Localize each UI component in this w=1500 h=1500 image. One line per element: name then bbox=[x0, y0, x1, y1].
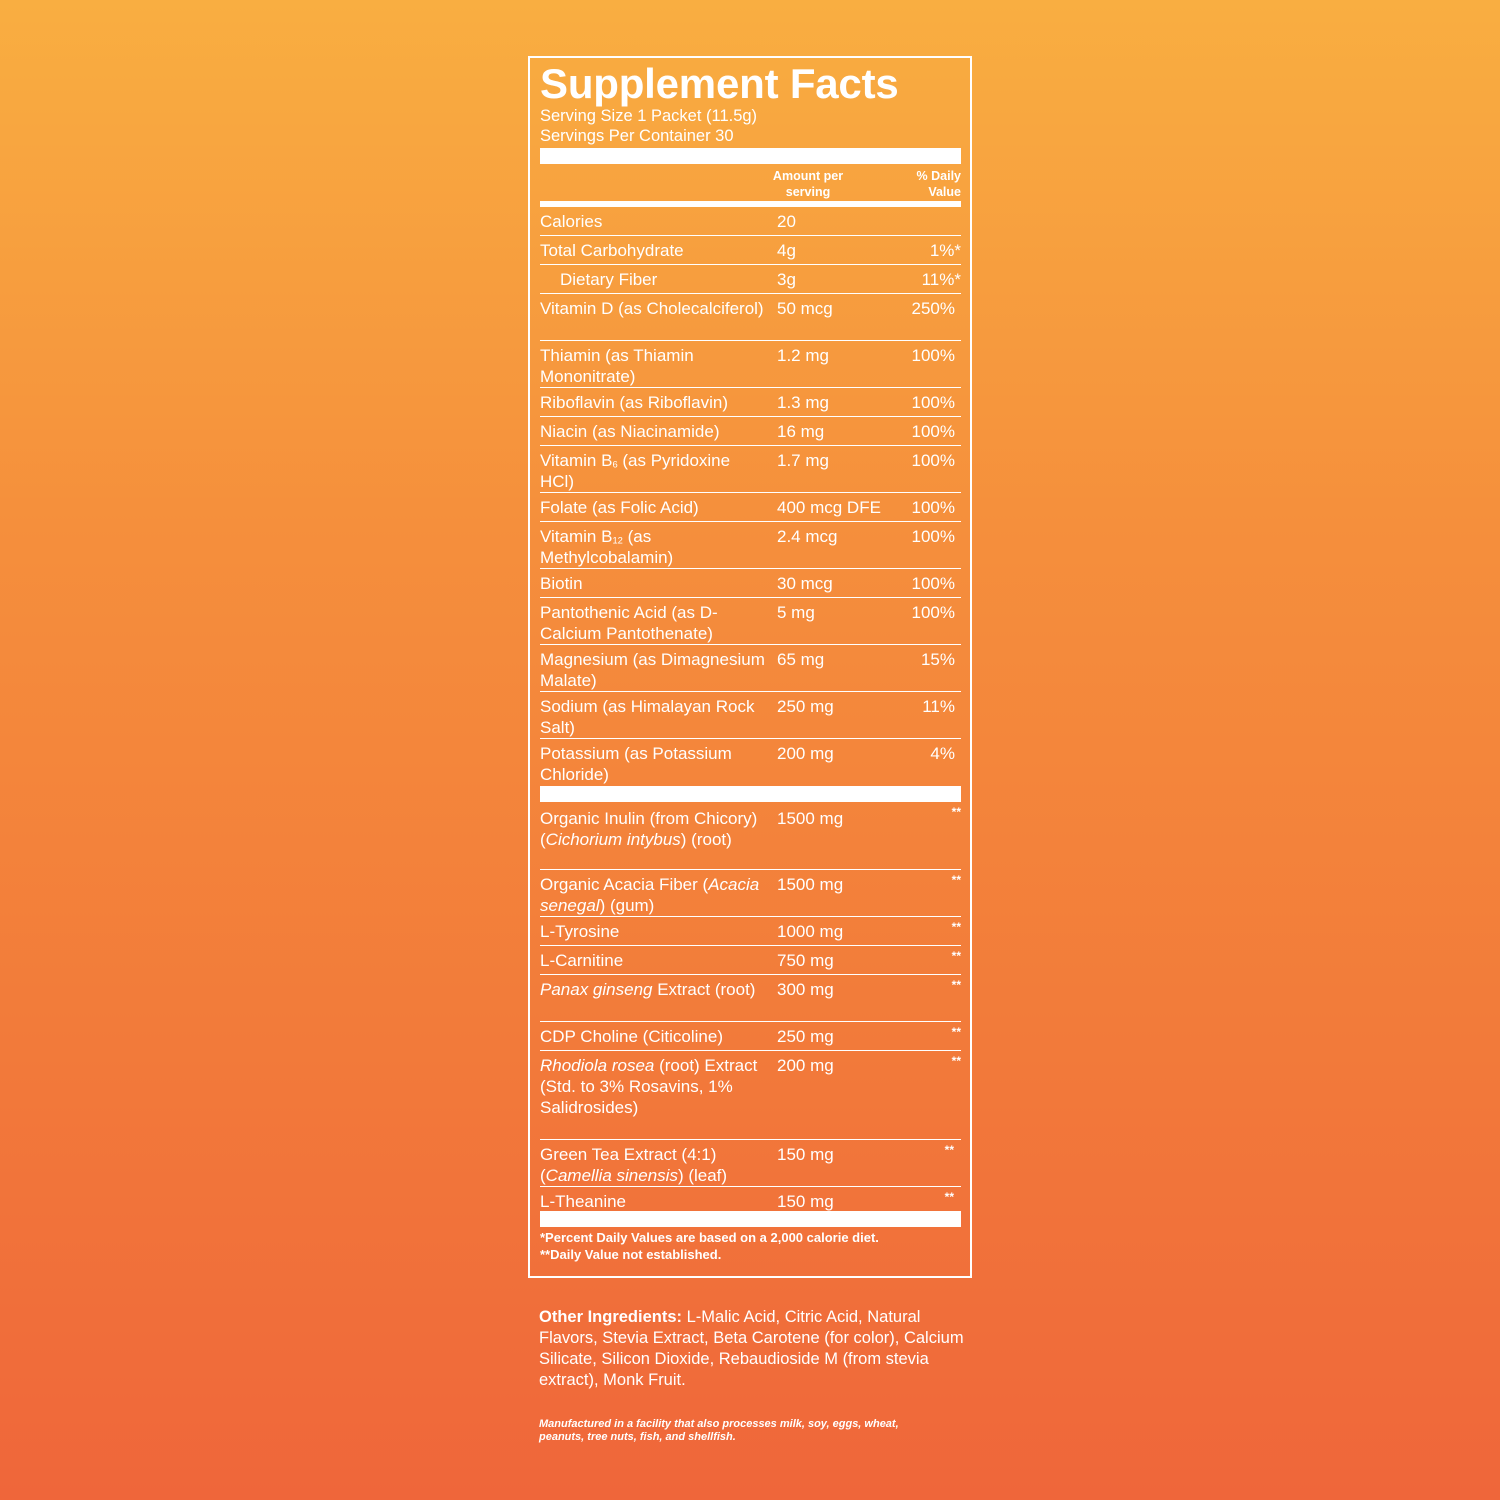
footnote-daily-values: *Percent Daily Values are based on a 2,000 calorie diet. bbox=[540, 1230, 879, 1245]
ingredient-name bbox=[540, 1144, 768, 1186]
nutrient-name: Vitamin $B_{12}$ (as Methylcobalamin) bbox=[540, 527, 674, 567]
panel-title: Supplement Facts bbox=[540, 60, 899, 107]
ingredient-amount: 150 mg bbox=[777, 1192, 834, 1211]
nutrient-amount: 4g bbox=[777, 241, 796, 260]
nutrient-amount: 400 mcg DFE bbox=[777, 498, 881, 517]
table-row bbox=[540, 739, 961, 786]
ingredient-name bbox=[540, 1026, 768, 1047]
nutrient-name: Sodium (as Himalayan Rock Salt) bbox=[540, 697, 755, 737]
table-row bbox=[540, 1022, 961, 1051]
nutrient-daily-value: 11%* bbox=[921, 270, 961, 289]
nutrient-amount: 5 mg bbox=[777, 603, 815, 622]
table-row bbox=[540, 1051, 961, 1140]
ingredient-daily-value: ** bbox=[951, 920, 961, 934]
ingredient-daily-value: ** bbox=[944, 1143, 954, 1157]
nutrient-amount: 1.3 mg bbox=[777, 393, 829, 412]
nutrient-amount: 1.2 mg bbox=[777, 346, 829, 365]
ingredient-daily-value: ** bbox=[951, 873, 961, 887]
table-row bbox=[540, 341, 961, 388]
nutrient-daily-value: 15% bbox=[920, 650, 955, 669]
nutrient-amount: 2.4 mcg bbox=[777, 527, 838, 546]
nutrient-name: Potassium (as Potassium Chloride) bbox=[540, 744, 732, 784]
nutrient-amount: 20 bbox=[777, 212, 796, 231]
other-ingredients bbox=[539, 1307, 969, 1391]
ingredient-name-part: L-Tyrosine bbox=[540, 922, 620, 941]
nutrient-daily-value: 100% bbox=[911, 346, 955, 365]
nutrient-table bbox=[540, 207, 961, 1216]
nutrient-amount: 65 mg bbox=[777, 650, 825, 669]
other-ingredients-text: L-Malic Acid, Citric Acid, Natural Flavors, Stevia Extract, Beta Carotene (for color), Calcium Silicate, Silicon Dioxide, Rebaudioside M (from stevia extract), Monk Fruit. bbox=[539, 1308, 964, 1389]
amount-per-serving-header: Amount per serving bbox=[772, 169, 844, 199]
ingredient-daily-value: ** bbox=[951, 805, 961, 819]
table-row bbox=[540, 569, 961, 598]
nutrient-daily-value: 4% bbox=[930, 744, 955, 763]
table-row bbox=[540, 692, 961, 739]
nutrient-daily-value: 1%* bbox=[929, 241, 961, 260]
subscript: 12 bbox=[612, 535, 623, 546]
ingredient-amount: 300 mg bbox=[777, 980, 834, 999]
table-row bbox=[540, 446, 961, 493]
ingredient-name bbox=[540, 874, 768, 916]
nutrient-name: Thiamin (as Thiamin Mononitrate) bbox=[540, 346, 694, 386]
table-row bbox=[540, 265, 961, 294]
table-row bbox=[540, 388, 961, 417]
section-divider bbox=[540, 786, 961, 802]
nutrient-amount: 250 mg bbox=[777, 697, 834, 716]
ingredient-name-part: CDP Choline (Citicoline) bbox=[540, 1027, 723, 1046]
ingredient-name-part: (root) Extract (Std. to 3% Rosavins, 1% Salidrosides) bbox=[540, 1056, 758, 1117]
ingredient-daily-value: ** bbox=[951, 1054, 961, 1068]
nutrient-amount: 3g bbox=[777, 270, 796, 289]
allergen-statement: Manufactured in a facility that also processes milk, soy, eggs, wheat, peanuts, tree nuts, fish, and shellfish. bbox=[539, 1418, 899, 1443]
ingredient-latin-name: Cichorium intybus bbox=[545, 830, 681, 849]
nutrient-name: Folate (as Folic Acid) bbox=[540, 498, 699, 517]
nutrient-daily-value: 100% bbox=[911, 574, 955, 593]
servings-per-container: Servings Per Container 30 bbox=[540, 127, 734, 145]
nutrient-name: Riboflavin (as Riboflavin) bbox=[540, 393, 729, 412]
table-row bbox=[540, 522, 961, 569]
nutrient-amount: 16 mg bbox=[777, 422, 825, 441]
nutrient-daily-value: 100% bbox=[911, 527, 955, 546]
ingredient-amount: 1500 mg bbox=[777, 875, 844, 894]
subscript: 6 bbox=[612, 459, 618, 470]
ingredient-name-part: Extract (root) bbox=[652, 980, 756, 999]
ingredient-daily-value: ** bbox=[951, 1025, 961, 1039]
ingredient-name-part: ) (leaf) bbox=[677, 1166, 728, 1185]
ingredient-amount: 150 mg bbox=[777, 1145, 834, 1164]
nutrient-daily-value: 100% bbox=[911, 603, 955, 622]
ingredient-name bbox=[540, 808, 768, 850]
nutrient-daily-value: 250% bbox=[911, 299, 955, 318]
nutrient-daily-value: 100% bbox=[911, 451, 955, 470]
nutrient-amount: 200 mg bbox=[777, 744, 834, 763]
nutrient-name: Pantothenic Acid (as D-Calcium Pantothenate) bbox=[540, 603, 718, 643]
ingredient-latin-name: Panax ginseng bbox=[540, 980, 653, 999]
supplement-facts-panel bbox=[528, 56, 972, 1278]
nutrient-amount: 50 mcg bbox=[777, 299, 833, 318]
column-headers bbox=[540, 168, 961, 204]
table-row bbox=[540, 417, 961, 446]
ingredient-name bbox=[540, 979, 768, 1000]
nutrient-daily-value: 100% bbox=[911, 422, 955, 441]
nutrient-name: Calories bbox=[540, 212, 603, 231]
thick-divider bbox=[540, 148, 961, 164]
ingredient-name bbox=[540, 921, 768, 942]
nutrient-name: Total Carbohydrate bbox=[540, 241, 684, 260]
ingredient-name-part: ) (gum) bbox=[599, 896, 655, 915]
ingredient-latin-name: Rhodiola rosea bbox=[540, 1056, 655, 1075]
nutrient-name: Vitamin $B_6$ (as Pyridoxine HCl) bbox=[540, 451, 731, 491]
bottom-divider bbox=[540, 1211, 961, 1227]
footnote-not-established: **Daily Value not established. bbox=[540, 1247, 722, 1262]
table-row bbox=[540, 917, 961, 946]
ingredient-name-part: L-Theanine bbox=[540, 1192, 627, 1211]
table-row bbox=[540, 207, 961, 236]
nutrient-name: Vitamin D (as Cholecalciferol) bbox=[540, 299, 764, 318]
nutrient-name: Niacin (as Niacinamide) bbox=[540, 422, 720, 441]
ingredient-name bbox=[540, 1055, 768, 1118]
nutrient-name: Dietary Fiber bbox=[560, 270, 658, 289]
nutrient-amount: 30 mcg bbox=[777, 574, 833, 593]
ingredient-amount: 1500 mg bbox=[777, 809, 844, 828]
ingredient-daily-value: ** bbox=[944, 1190, 954, 1204]
nutrient-amount: 1.7 mg bbox=[777, 451, 829, 470]
nutrient-daily-value: 100% bbox=[911, 498, 955, 517]
table-row bbox=[540, 645, 961, 692]
serving-info bbox=[540, 106, 961, 146]
ingredient-name-part: Organic Inulin (from Chicory) ( bbox=[540, 809, 758, 849]
ingredient-amount: 1000 mg bbox=[777, 922, 844, 941]
nutrient-daily-value: 11% bbox=[922, 697, 955, 716]
ingredient-amount: 200 mg bbox=[777, 1056, 834, 1075]
table-row bbox=[540, 598, 961, 645]
table-row bbox=[540, 236, 961, 265]
nutrient-name: Magnesium (as Dimagnesium Malate) bbox=[540, 650, 765, 690]
footnotes bbox=[540, 1229, 961, 1263]
ingredient-name bbox=[540, 1191, 768, 1212]
table-row bbox=[540, 1140, 961, 1187]
ingredient-name-part: ) (root) bbox=[680, 830, 732, 849]
ingredient-daily-value: ** bbox=[951, 949, 961, 963]
nutrient-daily-value: 100% bbox=[911, 393, 955, 412]
daily-value-header: % Daily Value bbox=[916, 169, 961, 199]
table-row bbox=[540, 802, 961, 870]
ingredient-name-part: Organic Acacia Fiber ( bbox=[540, 875, 709, 894]
other-ingredients-label: Other Ingredients: bbox=[539, 1308, 683, 1326]
ingredient-latin-name: Camellia sinensis bbox=[545, 1166, 678, 1185]
table-row bbox=[540, 294, 961, 341]
table-row bbox=[540, 493, 961, 522]
ingredient-name-part: Green Tea Extract (4:1) ( bbox=[540, 1145, 717, 1185]
ingredient-name bbox=[540, 950, 768, 971]
ingredient-latin-name: Acacia senegal bbox=[540, 875, 760, 915]
ingredient-daily-value: ** bbox=[951, 978, 961, 992]
ingredient-name-part: L-Carnitine bbox=[540, 951, 624, 970]
serving-size: Serving Size 1 Packet (11.5g) bbox=[540, 107, 758, 125]
table-row bbox=[540, 870, 961, 917]
ingredient-amount: 750 mg bbox=[777, 951, 834, 970]
table-row bbox=[540, 946, 961, 975]
nutrient-name: Biotin bbox=[540, 574, 583, 593]
table-row bbox=[540, 975, 961, 1022]
ingredient-amount: 250 mg bbox=[777, 1027, 834, 1046]
